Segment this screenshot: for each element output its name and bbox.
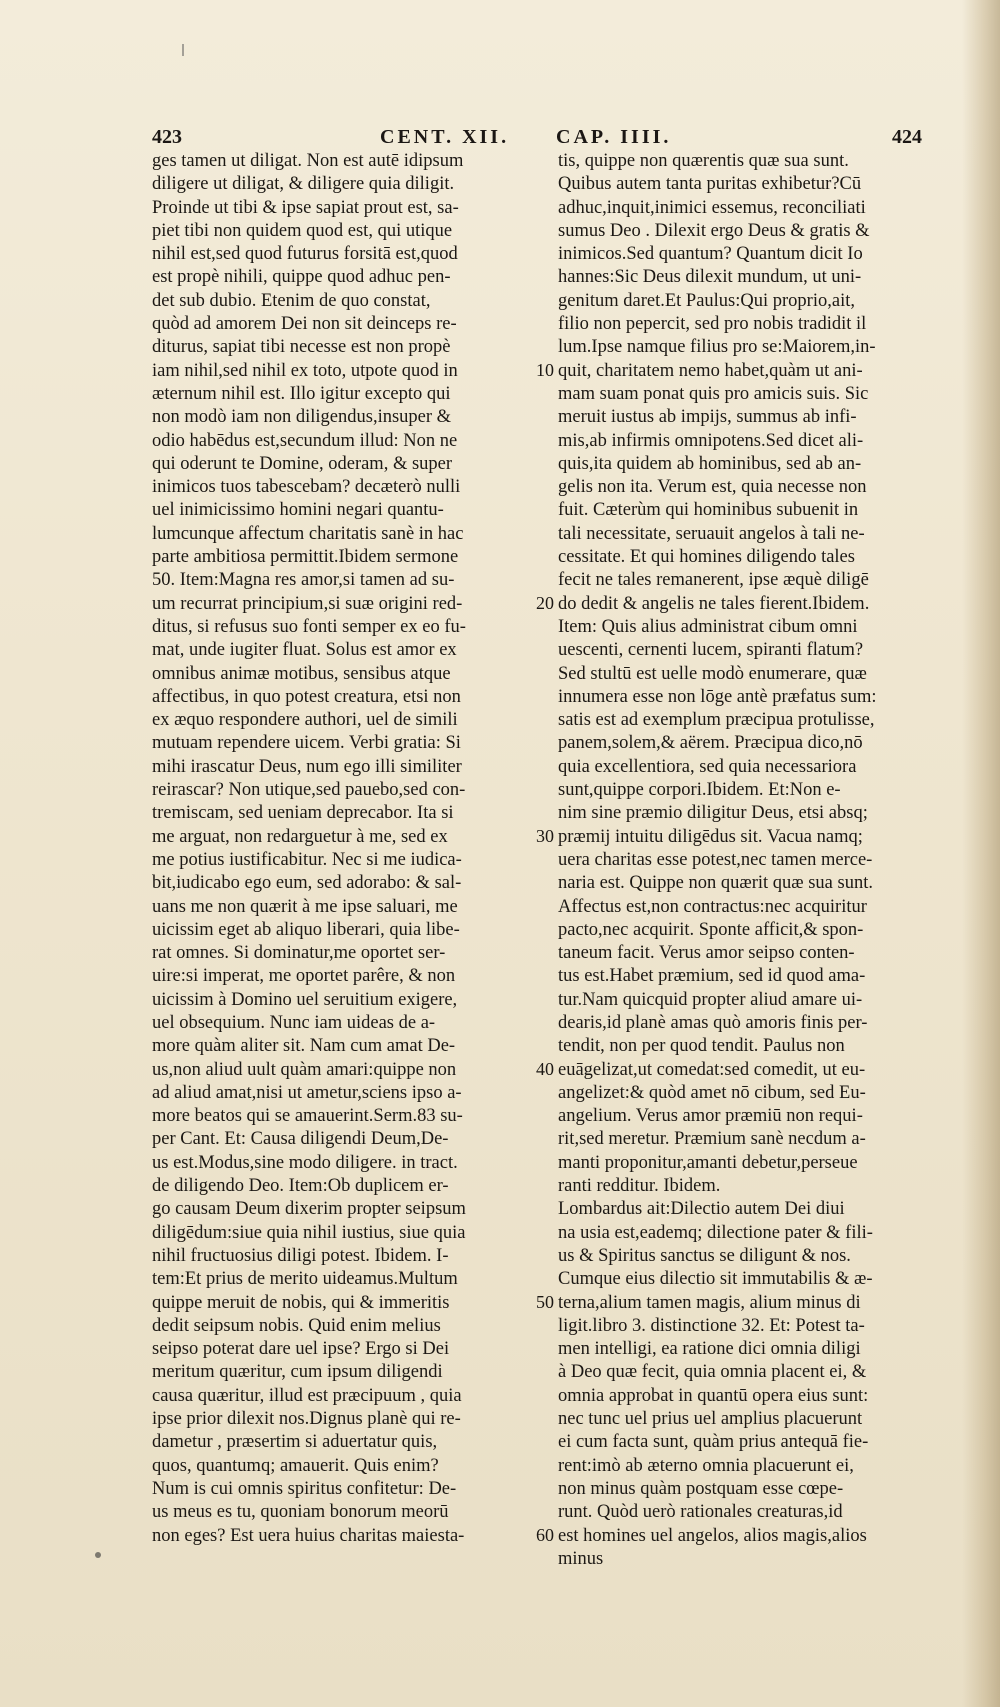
text-line: runt. Quòd uerò rationales creaturas,id — [558, 1502, 843, 1523]
text-line: euāgelizat,ut comedat:sed comedit, ut eu- — [558, 1059, 866, 1080]
text-line: piet tibi non quidem quod est, qui utique — [152, 220, 453, 241]
text-line: satis est ad exemplum præcipua protulisse, — [558, 710, 875, 731]
text-line: ligit.libro 3. distinctione 32. Et: Potest ta- — [558, 1315, 865, 1336]
text-line: ditus, si refusus suo fonti semper ex eo fu- — [152, 616, 466, 637]
text-line: mat, unde iugiter fluat. Solus est amor ex — [152, 640, 457, 661]
text-line: us & Spiritus sanctus se diligunt & nos. — [558, 1245, 851, 1266]
printing-mark — [182, 44, 184, 56]
margin-line-number: 40 — [536, 1058, 554, 1079]
text-line: non eges? Est uera huius charitas maiesta- — [152, 1525, 465, 1546]
text-line: fecit ne tales remanerent, ipse æquè diligē — [558, 570, 869, 591]
text-line: mis,ab infirmis omnipotens.Sed dicet ali- — [558, 430, 864, 451]
text-line: terna,alium tamen magis, alium minus di — [558, 1292, 861, 1313]
text-line: gelis non ita. Verum est, quia necesse non — [558, 477, 867, 498]
text-line: tali necessitate, seruauit angelos à tali ne- — [558, 523, 865, 544]
text-line: quòd ad amorem Dei non sit deinceps re- — [152, 314, 457, 335]
text-line: minus — [558, 1548, 604, 1569]
text-line: diligēdum:siue quia nihil iustius, siue quia — [152, 1222, 466, 1243]
right-text-column — [558, 150, 920, 1571]
text-line: parte ambitiosa permittit.Ibidem sermone — [152, 547, 459, 568]
text-line: Affectus est,non contractus:nec acquiritur — [558, 896, 867, 917]
text-line: à Deo quæ fecit, quia omnia placent ei, & — [558, 1362, 867, 1383]
margin-line-number: 10 — [536, 359, 554, 380]
text-line: non modò iam non diligendus,insuper & — [152, 407, 452, 428]
text-line: de diligendo Deo. Item:Ob duplicem er- — [152, 1176, 449, 1197]
text-line: tremiscam, sed ueniam deprecabor. Ita si — [152, 803, 454, 824]
text-line: do dedit & angelis ne tales fierent.Ibidem. — [558, 593, 870, 614]
text-line: rat omnes. Si dominatur,me oportet ser- — [152, 943, 446, 964]
text-line: men intelligi, ea ratione dici omnia diligi — [558, 1339, 861, 1360]
text-line: quos, quantumq; amauerit. Quis enim? — [152, 1455, 439, 1476]
text-line: inimicos tuos tabescebam? decæterò nulli — [152, 477, 461, 498]
text-line: tis, quippe non quærentis quæ sua sunt. — [558, 151, 849, 171]
text-line: ranti redditur. Ibidem. — [558, 1176, 721, 1197]
text-line: go causam Deum dixerim propter seipsum — [152, 1199, 466, 1220]
text-line: ges tamen ut diligat. Non est autē idipsum — [152, 151, 464, 171]
text-line: filio non pepercit, sed pro nobis tradidit il — [558, 314, 867, 335]
text-line: quia excellentiora, sed quia necessariora — [558, 756, 857, 777]
text-line: Quibus autem tanta puritas exhibetur?Cū — [558, 174, 862, 195]
text-line: odio habēdus est,secundum illud: Non ne — [152, 430, 458, 451]
text-line: na usia est,eademq; dilectione pater & fili- — [558, 1222, 873, 1243]
text-line: naria est. Quippe non quærit quæ sua sunt. — [558, 873, 873, 894]
text-line: uera charitas esse potest,nec tamen merce- — [558, 849, 873, 870]
text-line: non minus quàm postquam esse cœpe- — [558, 1478, 844, 1499]
text-line: uel inimicissimo homini negari quantu- — [152, 500, 444, 521]
text-line: iam nihil,sed nihil ex toto, utpote quod in — [152, 360, 458, 381]
text-line: tem:Et prius de merito uideamus.Multum — [152, 1269, 458, 1290]
text-line: tus est.Habet præmium, sed id quod ama- — [558, 966, 866, 987]
text-line: causa quæritur, illud est præcipuum , quia — [152, 1385, 462, 1406]
text-line: rit,sed meretur. Præmium sanè necdum a- — [558, 1129, 866, 1150]
text-line: genitum daret.Et Paulus:Qui proprio,ait, — [558, 290, 855, 311]
page-number-right: 424 — [892, 126, 922, 148]
margin-line-number: 20 — [536, 592, 554, 613]
text-line: rent:imò ab æterno omnia placuerunt ei, — [558, 1455, 854, 1476]
text-line: qui oderunt te Domine, oderam, & super — [152, 453, 453, 474]
text-line: omnibus animæ motibus, sensibus atque — [152, 663, 451, 684]
text-line: um recurrat principium,si suæ origini red- — [152, 593, 463, 614]
text-line: 50. Item:Magna res amor,si tamen ad su- — [152, 570, 455, 591]
text-line: mutuam rependere uicem. Verbi gratia: Si — [152, 733, 461, 754]
text-line: more quàm aliter sit. Nam cum amat De- — [152, 1036, 456, 1057]
text-line: mam suam ponat quis pro amicis suis. Sic — [558, 383, 869, 404]
text-line: quit, charitatem nemo habet,quàm ut ani- — [558, 360, 863, 381]
text-line: diturus, sapiat tibi necesse est non propè — [152, 337, 451, 358]
text-line: innumera esse non lōge antè præfatus sum: — [558, 686, 877, 707]
text-line: præmij intuitu diligēdus sit. Vacua namq; — [558, 826, 863, 847]
margin-line-number: 30 — [536, 825, 554, 846]
text-line: quis,ita quidem ab hominibus, sed ab an- — [558, 453, 862, 474]
text-line: æternum nihil est. Illo igitur excepto qui — [152, 383, 451, 404]
text-line: Sed stultū est uelle modò enumerare, quæ — [558, 663, 867, 684]
text-line: us meus es tu, quoniam bonorum meorū — [152, 1502, 449, 1523]
text-line: Num is cui omnis spiritus confitetur: De- — [152, 1478, 457, 1499]
text-line: Cumque eius dilectio sit immutabilis & æ- — [558, 1269, 873, 1290]
text-line: ipse prior dilexit nos.Dignus planè qui re- — [152, 1409, 461, 1430]
text-line: lumcunque affectum charitatis sanè in hac — [152, 523, 464, 544]
running-header — [152, 126, 922, 152]
text-line: meruit iustus ab impijs, summus ab infi- — [558, 407, 857, 428]
text-line: tur.Nam quicquid propter aliud amare ui- — [558, 989, 863, 1010]
text-line: nim sine præmio diligitur Deus, etsi absq; — [558, 803, 868, 824]
left-text-column — [152, 150, 532, 1548]
text-line: fuit. Cæterùm qui hominibus subuenit in — [558, 500, 859, 521]
text-line: per Cant. Et: Causa diligendi Deum,De- — [152, 1129, 449, 1150]
text-line: adhuc,inquit,inimici essemus, reconciliati — [558, 197, 866, 218]
text-line: Lombardus ait:Dilectio autem Dei diui — [558, 1199, 845, 1220]
text-line: det sub dubio. Etenim de quo constat, — [152, 290, 431, 311]
margin-line-number: 50 — [536, 1291, 554, 1312]
text-line: uicissim à Domino uel seruitium exigere, — [152, 989, 458, 1010]
text-line: reirascar? Non utique,sed pauebo,sed con- — [152, 780, 466, 801]
text-line: uescenti, cernenti lucem, spiranti flatum? — [558, 640, 864, 661]
text-line: quippe meruit de nobis, qui & immeritis — [152, 1292, 450, 1313]
text-line: uicissim eget ab aliquo liberari, quia libe- — [152, 919, 460, 940]
text-line: more beatos qui se amauerint.Serm.83 su- — [152, 1106, 463, 1127]
page-number-left: 423 — [152, 126, 182, 148]
ink-speck — [95, 1552, 101, 1558]
text-line: taneum facit. Verus amor seipso conten- — [558, 943, 855, 964]
text-line: dearis,id planè amas quò amoris finis per- — [558, 1012, 868, 1033]
text-line: Item: Quis alius administrat cibum omni — [558, 616, 858, 637]
text-line: us est.Modus,sine modo diligere. in tract. — [152, 1152, 458, 1173]
text-line: nec tunc uel prius uel amplius placuerunt — [558, 1409, 863, 1430]
text-line: est homines uel angelos, alios magis,alios — [558, 1525, 867, 1546]
text-line: cessitate. Et qui homines diligendo tales — [558, 547, 855, 568]
text-line: meritum quæritur, cum ipsum diligendi — [152, 1362, 443, 1383]
text-line: ad aliud amat,nisi ut ametur,sciens ipso a- — [152, 1082, 462, 1103]
text-line: ex æquo respondere authori, uel de simili — [152, 710, 458, 731]
running-title-right: CAP. IIII. — [556, 126, 672, 148]
text-line: affectibus, in quo potest creatura, etsi non — [152, 686, 461, 707]
text-line: diligere ut diligat, & diligere quia diligit. — [152, 174, 455, 195]
text-line: pacto,nec acquirit. Sponte afficit,& spon- — [558, 919, 864, 940]
margin-line-number: 60 — [536, 1524, 554, 1545]
text-line: nihil fructuosius diligi potest. Ibidem. I- — [152, 1245, 449, 1266]
text-line: bit,iudicabo ego eum, sed adorabo: & sal- — [152, 873, 462, 894]
text-line: mihi irascatur Deus, num ego illi similiter — [152, 756, 462, 777]
text-line: manti proponitur,amanti debetur,perseue — [558, 1152, 858, 1173]
text-line: hannes:Sic Deus dilexit mundum, ut uni- — [558, 267, 862, 288]
text-line: Proinde ut tibi & ipse sapiat prout est, sa- — [152, 197, 459, 218]
text-line: uel obsequium. Nunc iam uideas de a- — [152, 1012, 436, 1033]
text-line: tendit, non per quod tendit. Paulus non — [558, 1036, 845, 1057]
text-line: inimicos.Sed quantum? Quantum dicit Io — [558, 244, 863, 265]
text-line: dametur , præsertim si aduertatur quis, — [152, 1432, 438, 1453]
text-line: dedit seipsum nobis. Quid enim melius — [152, 1315, 441, 1336]
text-line: omnia approbat in quantū opera eius sunt: — [558, 1385, 869, 1406]
running-title-left: CENT. XII. — [380, 126, 510, 148]
text-line: est propè nihili, quippe quod adhuc pen- — [152, 267, 451, 288]
text-line: sumus Deo . Dilexit ergo Deus & gratis & — [558, 220, 870, 241]
text-line: angelium. Verus amor præmiū non requi- — [558, 1106, 863, 1127]
text-line: sunt,quippe corpori.Ibidem. Et:Non e- — [558, 780, 841, 801]
text-line: uans me non quærit à me ipse saluari, me — [152, 896, 458, 917]
text-line: ei cum facta sunt, quàm prius antequā fie- — [558, 1432, 869, 1453]
text-line: uire:si imperat, me oportet parêre, & non — [152, 966, 456, 987]
text-line: panem,solem,& aërem. Præcipua dico,nō — [558, 733, 863, 754]
text-line: me potius iustificabitur. Nec si me iudica- — [152, 849, 462, 870]
text-line: seipso poterat dare uel ipse? Ergo si Dei — [152, 1339, 450, 1360]
text-line: me arguat, non redarguetur à me, sed ex — [152, 826, 448, 847]
text-line: nihil est,sed quod futurus forsitā est,quod — [152, 244, 458, 265]
text-line: us,non aliud uult quàm amari:quippe non — [152, 1059, 457, 1080]
page-gutter-shadow — [962, 0, 1000, 1707]
text-line: lum.Ipse namque filius pro se:Maiorem,in- — [558, 337, 876, 358]
text-line: angelizet:& quòd amet nō cibum, sed Eu- — [558, 1082, 866, 1103]
